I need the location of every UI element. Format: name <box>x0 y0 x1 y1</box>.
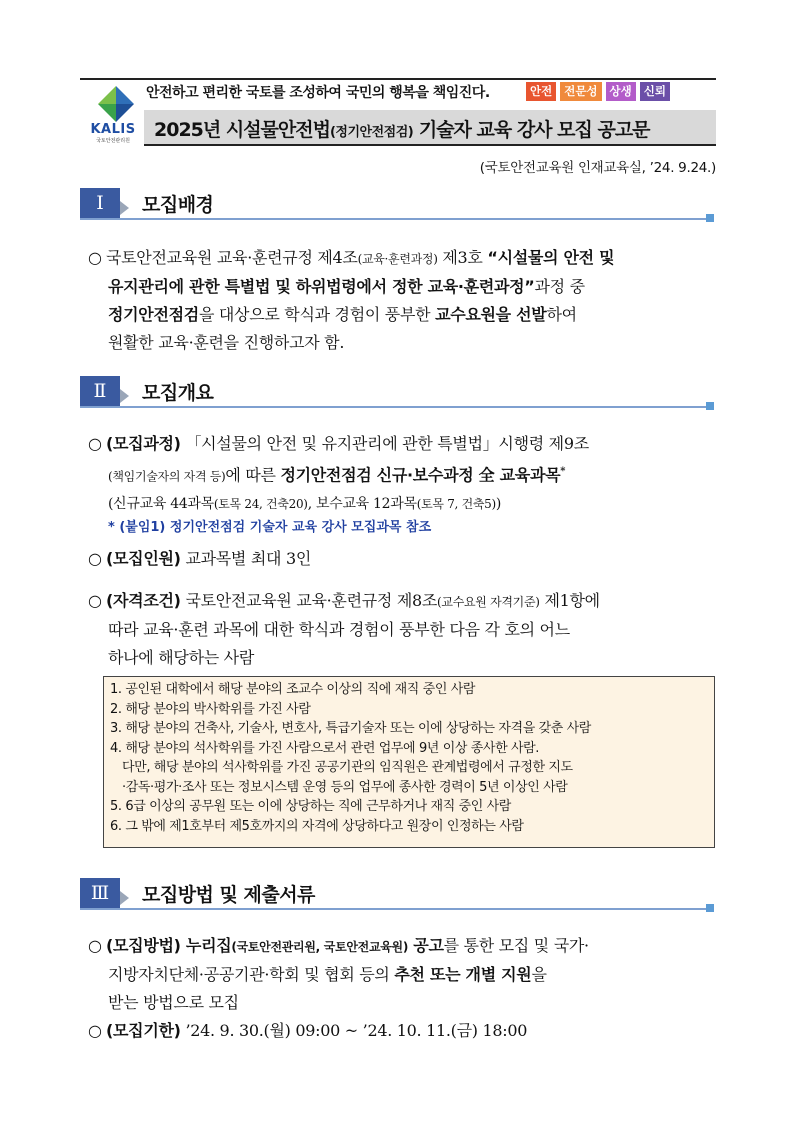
criteria-item: ·감독·평가·조사 또는 정보시스템 운영 등의 업무에 종사한 경력이 5년 이상인 사람 <box>122 779 568 795</box>
criteria-item: 5. 6급 이상의 공무원 또는 이에 상당하는 직에 근무하거나 재직 중인 사람 <box>110 799 511 814</box>
background-line-2 <box>88 273 720 301</box>
bullet-circle-icon: ○ <box>88 936 102 955</box>
method-paragraph <box>88 932 720 1045</box>
document-header <box>80 78 716 146</box>
section-underline <box>80 908 708 910</box>
text-bold-small: (국토안전관리원, 국토안전교육원) <box>231 940 409 954</box>
title-bar <box>144 110 716 146</box>
text-bold: 누리집 <box>180 936 232 955</box>
criteria-item: 2. 해당 분야의 박사학위를 가진 사람 <box>110 701 311 717</box>
section-arrow-icon <box>120 201 129 215</box>
qualification-criteria-box <box>103 676 715 848</box>
text-small: (교수요원 자격기준) <box>437 595 540 609</box>
text: 에 따른 <box>225 465 281 485</box>
badge-trust: 신뢰 <box>640 82 670 101</box>
badge-coexistence: 상생 <box>606 82 636 101</box>
label-bold: (모집방법) <box>106 936 181 955</box>
text-bold: 유지관리에 관한 특별법 및 하위법령에서 정한 교육·훈련과정” <box>108 277 535 296</box>
label-bold: (모집기한) <box>106 1021 181 1040</box>
course-line-1 <box>88 430 720 458</box>
text: 과정 중 <box>534 277 585 296</box>
section-header-method <box>80 878 716 908</box>
text-small: (토목 7, 건축5) <box>416 497 496 512</box>
section-arrow-icon <box>120 389 129 403</box>
bullet-circle-icon: ○ <box>88 248 102 267</box>
text: 하여 <box>546 305 577 324</box>
course-note: * (붙임1) 정기안전점검 기술자 교육 강사 모집과목 참조 <box>108 520 432 535</box>
text-bold: 교수요원을 선발 <box>435 305 547 324</box>
text: 「시설물의 안전 및 유지관리에 관한 특별법」시행령 제9조 <box>180 434 589 453</box>
bullet-circle-icon: ○ <box>88 549 102 568</box>
overview-qualification <box>88 587 720 672</box>
course-line-2 <box>88 458 720 490</box>
course-line-3 <box>88 490 720 518</box>
text-bold: 추천 또는 개별 지원 <box>394 965 532 984</box>
text: (신규교육 44과목 <box>108 496 214 513</box>
text: 교과목별 최대 3인 <box>180 549 311 568</box>
text: 제3호 <box>437 248 488 267</box>
bullet-circle-icon: ○ <box>88 1021 102 1040</box>
section-header-background <box>80 188 716 218</box>
section-number: Ⅰ <box>80 188 120 218</box>
label-bold: (자격조건) <box>106 591 181 610</box>
text: ’24. 9. 30.(월) 09:00 ~ ’24. 10. 11.(금) 18:00 <box>180 1021 528 1040</box>
method-line-2 <box>88 961 720 989</box>
overview-count <box>88 545 720 573</box>
criteria-item: 3. 해당 분야의 건축사, 기술사, 변호사, 특급기술자 또는 이에 상당하는 자격을 갖춘 사람 <box>110 721 591 736</box>
text-bold: “시설물의 안전 및 <box>487 248 615 267</box>
criteria-item: 6. 그 밖에 제1호부터 제5호까지의 자격에 상당하다고 원장이 인정하는 사람 <box>110 818 524 834</box>
section-dot <box>706 904 714 912</box>
text: 를 통한 모집 및 국가· <box>443 936 589 955</box>
text-bold: 공고 <box>408 936 444 955</box>
badge-expertise: 전문성 <box>560 82 601 101</box>
title-part-a: 2025년 시설물안전법 <box>154 119 330 141</box>
method-line-1 <box>88 932 720 961</box>
bullet-circle-icon: ○ <box>88 591 102 610</box>
qual-line-1 <box>88 587 720 616</box>
overview-course <box>88 430 720 518</box>
label-bold: (모집과정) <box>106 434 181 453</box>
document-title <box>154 115 650 142</box>
text-bold: 정기안전점검 <box>108 305 199 324</box>
slogan: 안전하고 편리한 국토를 조성하여 국민의 행복을 책임진다. <box>146 85 490 101</box>
text: 국토안전교육원 교육·훈련규정 제8조 <box>180 591 438 610</box>
text: 국토안전교육원 교육·훈련규정 제4조 <box>106 248 358 267</box>
criteria-item: 다만, 해당 분야의 석사학위를 가진 공공기관의 임직원은 관계법령에서 규정한 지도 <box>122 760 573 775</box>
text: 지방자치단체·공공기관·학회 및 협회 등의 <box>108 965 395 984</box>
document-source: (국토안전교육원 인재교육실, ’24. 9.24.) <box>479 160 716 176</box>
text-small: (토목 24, 건축20) <box>213 497 308 512</box>
bullet-circle-icon: ○ <box>88 434 102 453</box>
text: 을 <box>531 965 547 984</box>
text-bold: 정기안전점검 신규·보수과정 全 교육과목 <box>280 465 561 485</box>
badge-safety: 안전 <box>526 82 556 101</box>
section-number: Ⅱ <box>80 376 120 406</box>
section-title: 모집개요 <box>142 382 214 404</box>
background-line-1 <box>88 244 720 273</box>
background-line-3 <box>88 301 720 329</box>
section-arrow-icon <box>120 891 129 905</box>
text: 을 대상으로 학식과 경험이 풍부한 <box>198 305 436 324</box>
header-rule <box>80 78 716 80</box>
logo-text: KALIS <box>90 122 136 137</box>
criteria-item: 1. 공인된 대학에서 해당 분야의 조교수 이상의 직에 재직 중인 사람 <box>110 682 476 697</box>
section-header-overview <box>80 376 716 406</box>
background-paragraph <box>88 244 720 357</box>
text-small: (책임기술자의 자격 등) <box>108 469 226 484</box>
section-title: 모집배경 <box>142 194 214 216</box>
qual-line-3: 하나에 해당하는 사람 <box>108 648 254 667</box>
value-badges <box>526 82 670 101</box>
section-dot <box>706 402 714 410</box>
title-part-small: (정기안전점검) <box>329 125 414 140</box>
criteria-item: 4. 해당 분야의 석사학위를 가진 사람으로서 관련 업무에 9년 이상 종사한 사람. <box>110 740 540 756</box>
logo-subtext: 국토안전관리원 <box>96 138 130 144</box>
section-number: Ⅲ <box>80 878 120 908</box>
text: ) <box>495 496 502 513</box>
kalis-logo <box>82 80 144 144</box>
method-line-3: 받는 방법으로 모집 <box>108 993 239 1012</box>
text: , 보수교육 12과목 <box>307 496 417 513</box>
logo-mark-icon <box>96 84 136 124</box>
method-period <box>88 1017 720 1045</box>
section-title: 모집방법 및 제출서류 <box>142 884 315 906</box>
section-underline <box>80 218 708 220</box>
section-dot <box>706 214 714 222</box>
qual-line-2: 따라 교육·훈련 과목에 대한 학식과 경험이 풍부한 다음 각 호의 어느 <box>108 620 570 639</box>
label-bold: (모집인원) <box>106 549 181 568</box>
footnote-star: * <box>560 466 566 477</box>
title-part-b: 기술자 교육 강사 모집 공고문 <box>413 119 650 141</box>
text: 제1항에 <box>539 591 600 610</box>
text-small: (교육·훈련과정) <box>357 252 438 266</box>
background-line-4: 원활한 교육·훈련을 진행하고자 함. <box>108 333 345 352</box>
section-underline <box>80 406 708 408</box>
